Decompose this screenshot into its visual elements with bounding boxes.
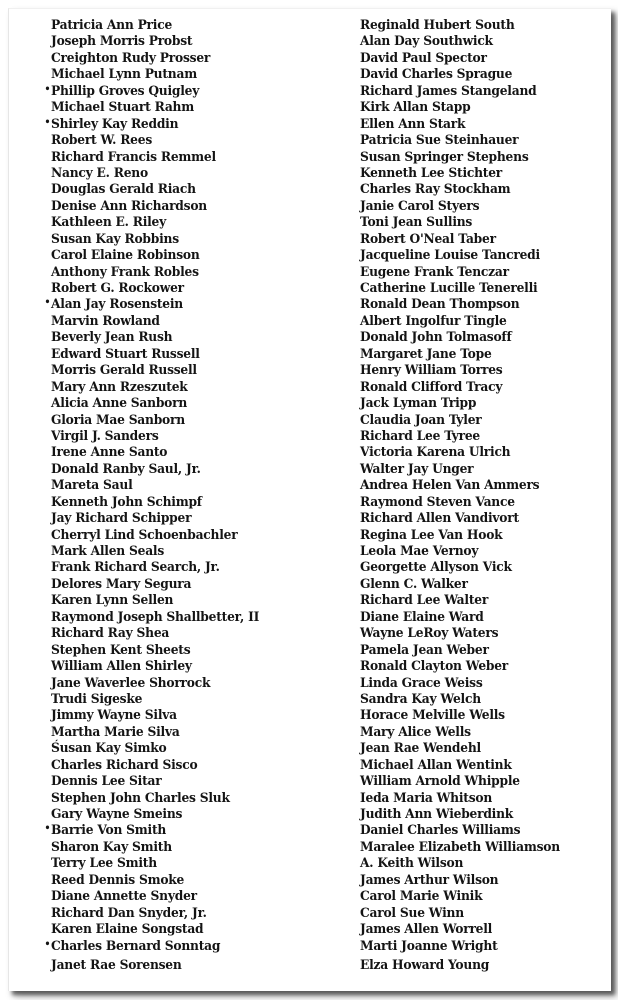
name-column-right <box>360 18 560 974</box>
name-text: Stephen Kent Sheets <box>51 642 191 658</box>
name-text: Marti Joanne Wright <box>360 938 498 954</box>
name-entry <box>360 396 560 412</box>
name-entry <box>51 429 259 445</box>
name-entry <box>360 478 560 494</box>
name-entry <box>360 610 560 626</box>
name-entry <box>51 958 259 974</box>
name-entry <box>360 823 560 839</box>
name-entry <box>360 215 560 231</box>
name-text: Carol Marie Winik <box>360 889 483 905</box>
name-text: Diane Elaine Ward <box>360 609 484 625</box>
name-text: Beverly Jean Rush <box>51 330 173 346</box>
name-entry <box>51 462 259 478</box>
name-entry <box>51 380 259 396</box>
name-text: Wayne LeRoy Waters <box>360 626 499 642</box>
name-text: Alan Day Southwick <box>360 34 493 50</box>
name-text: Frank Richard Search, Jr. <box>51 560 220 576</box>
name-entry <box>51 692 259 708</box>
name-text: James Allen Worrell <box>360 922 493 938</box>
name-text: Kenneth Lee Stichter <box>360 165 503 181</box>
name-entry <box>51 906 259 922</box>
name-entry <box>360 67 560 83</box>
name-text: William Arnold Whipple <box>360 774 520 790</box>
name-text: Richard Lee Tyree <box>360 428 481 444</box>
name-text: Karen Lynn Sellen <box>51 593 174 609</box>
name-text: Richard Francis Remmel <box>51 149 216 165</box>
name-text: Robert O'Neal Taber <box>360 231 496 247</box>
name-text: Denise Ann Richardson <box>51 198 207 214</box>
name-entry <box>360 856 560 872</box>
name-entry <box>360 18 560 34</box>
name-text: Claudia Joan Tyler <box>360 412 482 428</box>
name-entry <box>51 643 259 659</box>
name-entry <box>51 34 259 50</box>
name-entry <box>51 840 259 856</box>
name-entry <box>360 248 560 264</box>
name-text: Robert W. Rees <box>51 133 153 149</box>
name-entry <box>51 791 259 807</box>
name-entry <box>51 544 259 560</box>
name-text: Sandra Kay Welch <box>360 691 481 707</box>
name-entry <box>51 248 259 264</box>
name-text: Mary Ann Rzeszutek <box>51 379 188 395</box>
name-text: Jimmy Wayne Silva <box>51 708 177 724</box>
name-entry <box>51 363 259 379</box>
name-entry <box>360 708 560 724</box>
name-entry <box>360 676 560 692</box>
name-text: Charles Ray Stockham <box>360 182 511 198</box>
name-entry <box>360 495 560 511</box>
name-entry <box>51 478 259 494</box>
name-entry <box>360 873 560 889</box>
name-text: Raymond Joseph Shallbetter, II <box>51 609 260 625</box>
name-text: Alicia Anne Sanborn <box>51 396 188 412</box>
name-entry <box>51 873 259 889</box>
name-text: Reginald Hubert South <box>360 18 515 33</box>
name-entry <box>360 429 560 445</box>
name-entry <box>360 725 560 741</box>
name-text: Nancy E. Reno <box>51 165 148 181</box>
name-entry <box>360 906 560 922</box>
name-text: Patricia Sue Steinhauer <box>360 133 519 149</box>
name-text: Horace Melville Wells <box>360 708 505 724</box>
name-entry <box>51 593 259 609</box>
name-text: Regina Lee Van Hook <box>360 527 503 543</box>
name-entry <box>51 265 259 281</box>
name-text: Stephen John Charles Sluk <box>51 790 230 806</box>
name-text: Gary Wayne Smeins <box>51 807 183 822</box>
name-entry <box>360 939 560 955</box>
name-text: Charles Bernard Sonntag <box>51 938 221 954</box>
name-entry <box>360 150 560 166</box>
name-entry <box>360 347 560 363</box>
name-entry <box>51 560 259 576</box>
name-text: David Paul Spector <box>360 50 487 66</box>
bullet-marker-icon: • <box>44 116 51 128</box>
name-text: Karen Elaine Songstad <box>51 922 204 938</box>
name-entry <box>51 347 259 363</box>
name-entry <box>360 840 560 856</box>
name-entry <box>360 544 560 560</box>
name-text: Joseph Morris Probst <box>51 34 193 50</box>
name-text: Creighton Rudy Prosser <box>51 50 211 66</box>
name-text: Richard Lee Walter <box>360 593 489 609</box>
name-text: Jack Lyman Tripp <box>360 396 477 412</box>
name-entry <box>360 199 560 215</box>
name-entry <box>51 445 259 461</box>
name-text: Judith Ann Wieberdink <box>360 807 514 822</box>
name-text: Anthony Frank Robles <box>51 264 199 280</box>
name-text: Mark Allen Seals <box>51 544 165 559</box>
name-entry <box>360 297 560 313</box>
name-entry <box>360 889 560 905</box>
name-text: Trudi Sigeske <box>51 691 143 707</box>
name-entry <box>51 856 259 872</box>
name-text: Shirley Kay Reddin <box>51 116 179 132</box>
name-entry <box>51 166 259 182</box>
name-text: Richard Ray Shea <box>51 626 170 642</box>
name-text: Jane Waverlee Shorrock <box>51 675 211 691</box>
name-text: Edward Stuart Russell <box>51 346 200 362</box>
name-text: Morris Gerald Russell <box>51 363 197 379</box>
name-entry <box>51 182 259 198</box>
name-column-left <box>44 18 260 974</box>
name-entry <box>360 528 560 544</box>
name-text: James Arthur Wilson <box>360 872 499 888</box>
name-text: Alan Jay Rosenstein <box>51 297 183 313</box>
name-text: Irene Anne Santo <box>51 445 168 461</box>
name-text: Daniel Charles Williams <box>360 823 521 839</box>
name-text: Susan Kay Robbins <box>51 231 179 247</box>
name-text: Phillip Groves Quigley <box>51 83 200 99</box>
name-entry <box>360 133 560 149</box>
name-text: Ieda Maria Whitson <box>360 790 493 806</box>
name-text: Virgil J. Sanders <box>51 428 159 444</box>
name-text: Śusan Kay Simko <box>51 741 167 757</box>
name-entry <box>51 330 259 346</box>
name-entry <box>360 182 560 198</box>
name-entry <box>360 265 560 281</box>
name-text: Ellen Ann Stark <box>360 116 466 132</box>
name-text: Michael Stuart Rahm <box>51 100 194 116</box>
name-text: David Charles Sprague <box>360 67 513 83</box>
name-entry <box>44 83 259 100</box>
name-text: Margaret Jane Tope <box>360 346 492 362</box>
name-entry <box>360 577 560 593</box>
name-entry <box>360 117 560 133</box>
name-entry <box>51 741 259 757</box>
name-entry <box>51 150 259 166</box>
name-entry <box>360 51 560 67</box>
name-text: Linda Grace Weiss <box>360 675 483 691</box>
name-entry <box>51 922 259 938</box>
name-entry <box>360 643 560 659</box>
name-text: Ronald Clayton Weber <box>360 659 509 675</box>
name-entry <box>51 659 259 675</box>
name-text: Richard Allen Vandivort <box>360 511 519 527</box>
name-entry <box>51 215 259 231</box>
name-entry <box>360 166 560 182</box>
name-text: Eugene Frank Tenczar <box>360 264 509 280</box>
name-entry <box>51 610 259 626</box>
name-text: Henry William Torres <box>360 363 503 379</box>
name-entry <box>44 116 259 133</box>
name-text: Susan Springer Stephens <box>360 149 529 165</box>
name-entry <box>360 380 560 396</box>
name-text: Catherine Lucille Tenerelli <box>360 281 538 296</box>
name-text: Georgette Allyson Vick <box>360 560 512 576</box>
name-text: Kathleen E. Riley <box>51 215 167 231</box>
name-entry <box>360 741 560 757</box>
name-entry <box>51 133 259 149</box>
name-entry <box>360 281 560 297</box>
name-entry <box>360 314 560 330</box>
name-entry <box>360 791 560 807</box>
name-entry <box>360 511 560 527</box>
name-entry <box>360 445 560 461</box>
name-text: Kenneth John Schimpf <box>51 494 202 510</box>
name-text: Walter Jay Unger <box>360 461 474 477</box>
name-entry <box>360 100 560 116</box>
name-entry <box>360 807 560 823</box>
name-entry <box>51 413 259 429</box>
name-entry <box>360 462 560 478</box>
name-entry <box>44 938 259 955</box>
name-text: Victoria Karena Ulrich <box>360 445 511 461</box>
name-entry <box>360 922 560 938</box>
name-entry <box>360 34 560 50</box>
name-entry <box>51 889 259 905</box>
name-text: Mary Alice Wells <box>360 724 471 740</box>
bullet-marker-icon: • <box>44 83 51 95</box>
name-entry <box>51 774 259 790</box>
name-entry <box>51 100 259 116</box>
name-entry <box>51 528 259 544</box>
name-text: Raymond Steven Vance <box>360 494 515 510</box>
name-entry <box>51 807 259 823</box>
name-entry <box>360 232 560 248</box>
name-text: Maralee Elizabeth Williamson <box>360 839 560 855</box>
name-entry <box>51 725 259 741</box>
document-page <box>8 8 611 991</box>
name-text: Kirk Allan Stapp <box>360 100 471 116</box>
name-entry <box>51 495 259 511</box>
name-text: Albert Ingolfur Tingle <box>360 313 507 329</box>
name-text: Leola Mae Vernoy <box>360 544 479 559</box>
name-entry <box>51 67 259 83</box>
name-entry <box>360 626 560 642</box>
name-text: Dennis Lee Sitar <box>51 774 162 790</box>
name-text: Andrea Helen Van Ammers <box>360 478 540 494</box>
name-entry <box>51 577 259 593</box>
name-text: Carol Sue Winn <box>360 905 464 921</box>
name-entry <box>360 758 560 774</box>
name-text: Douglas Gerald Riach <box>51 182 196 198</box>
name-text: Robert G. Rockower <box>51 281 184 296</box>
name-text: Jacqueline Louise Tancredi <box>360 248 540 264</box>
name-entry <box>360 692 560 708</box>
name-entry <box>44 823 259 839</box>
name-text: Patricia Ann Price <box>51 18 173 33</box>
name-text: Barrie Von Smith <box>51 823 167 839</box>
name-text: Martha Marie Silva <box>51 724 180 740</box>
name-text: Cherryl Lind Schoenbachler <box>51 527 238 543</box>
name-text: Ronald Clifford Tracy <box>360 379 503 395</box>
name-text: Janet Rae Sorensen <box>51 957 182 973</box>
name-entry <box>51 18 259 34</box>
name-text: Sharon Kay Smith <box>51 839 172 855</box>
name-text: A. Keith Wilson <box>360 856 464 872</box>
name-entry <box>51 51 259 67</box>
name-entry <box>51 511 259 527</box>
name-entry <box>360 560 560 576</box>
name-text: Michael Lynn Putnam <box>51 67 197 83</box>
name-text: Ronald Dean Thompson <box>360 297 520 313</box>
bullet-marker-icon: • <box>44 823 51 835</box>
name-text: Richard Dan Snyder, Jr. <box>51 905 207 921</box>
name-entry <box>51 232 259 248</box>
name-entry <box>51 314 259 330</box>
name-text: Marvin Rowland <box>51 313 160 329</box>
name-text: Elza Howard Young <box>360 957 490 973</box>
name-entry <box>360 84 560 100</box>
name-text: Diane Annette Snyder <box>51 889 197 905</box>
name-entry <box>44 297 259 313</box>
name-text: Janie Carol Styers <box>360 198 480 214</box>
name-entry <box>360 413 560 429</box>
name-text: Glenn C. Walker <box>360 576 468 592</box>
name-entry <box>360 363 560 379</box>
name-text: Gloria Mae Sanborn <box>51 412 185 428</box>
name-text: Donald John Tolmasoff <box>360 330 512 346</box>
name-entry <box>51 396 259 412</box>
name-text: Pamela Jean Weber <box>360 642 489 658</box>
name-text: Charles Richard Sisco <box>51 757 198 773</box>
name-entry <box>51 708 259 724</box>
name-text: Terry Lee Smith <box>51 856 157 872</box>
name-entry <box>51 758 259 774</box>
name-text: Carol Elaine Robinson <box>51 248 200 264</box>
bullet-marker-icon: • <box>44 297 51 309</box>
name-text: Reed Dennis Smoke <box>51 872 185 888</box>
name-entry <box>360 659 560 675</box>
name-text: Donald Ranby Saul, Jr. <box>51 461 201 477</box>
name-text: Mareta Saul <box>51 478 133 494</box>
name-entry <box>51 676 259 692</box>
name-text: Jean Rae Wendehl <box>360 741 481 757</box>
name-entry <box>360 593 560 609</box>
name-entry <box>360 774 560 790</box>
name-text: Delores Mary Segura <box>51 576 192 592</box>
name-text: William Allen Shirley <box>51 659 192 675</box>
name-text: Toni Jean Sullins <box>360 215 473 231</box>
name-text: Jay Richard Schipper <box>51 511 192 527</box>
bullet-marker-icon: • <box>44 938 51 950</box>
name-entry <box>51 199 259 215</box>
name-entry <box>51 626 259 642</box>
name-entry <box>360 958 560 974</box>
name-entry <box>360 330 560 346</box>
name-text: Michael Allan Wentink <box>360 757 512 773</box>
name-entry <box>51 281 259 297</box>
name-text: Richard James Stangeland <box>360 83 537 99</box>
